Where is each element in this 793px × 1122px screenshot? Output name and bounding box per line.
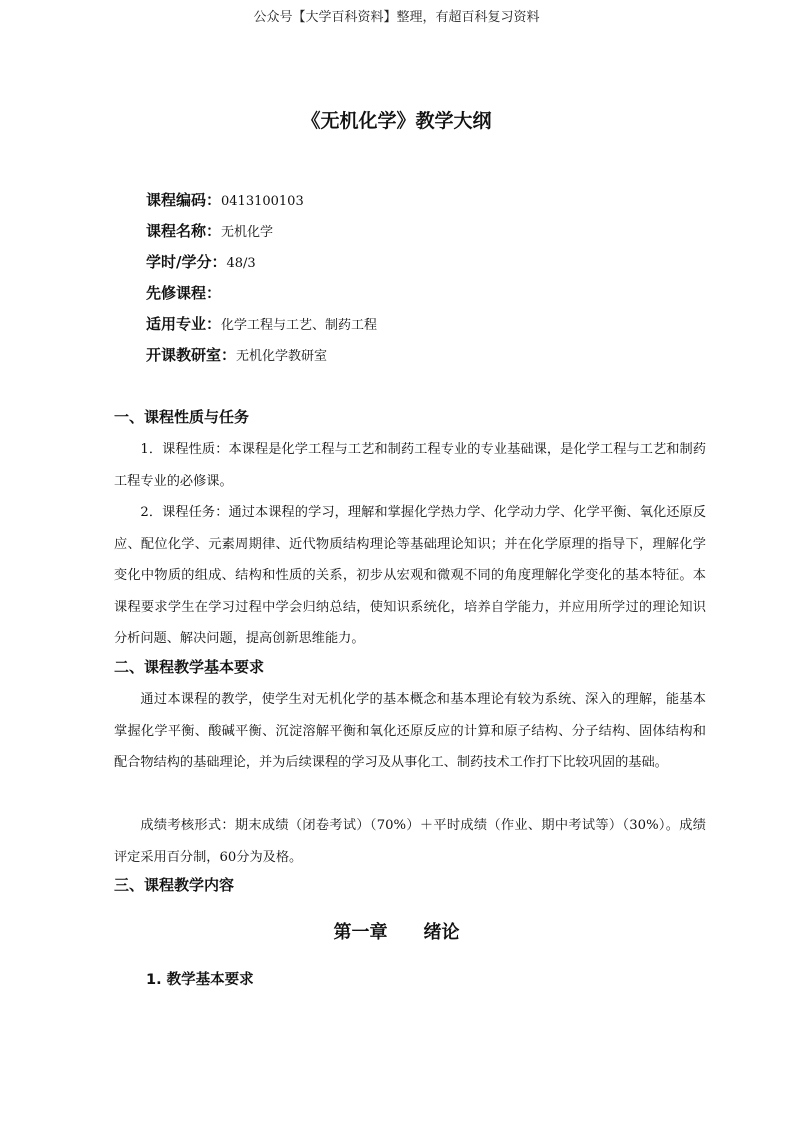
info-value: 无机化学 [221, 225, 274, 240]
course-info [146, 186, 377, 372]
document-title: 《无机化学》教学大纲 [301, 110, 492, 132]
section-heading-content: 三、课程教学内容 [114, 876, 235, 894]
info-label: 课程名称： [146, 222, 222, 240]
info-value: 0413100103 [221, 194, 304, 209]
info-row-name [146, 217, 377, 248]
info-row-prerequisite [146, 279, 377, 310]
paragraph-course-task: 2．课程任务：通过本课程的学习，理解和掌握化学热力学、化学动力学、化学平衡、氧化还原反应、配位化学、元素周期律、近代物质结构理论等基础理论知识；并在化学原理的指导下，理解化学变化中物质的组成、结构和性质的关系，初步从宏观和微观不同的角度理解化学变化的基本特征。本课程要求学生在学习过程中学会归纳总结，使知识系统化，培养自学能力，并应用所学过的理论知识分析问题、解决问题，提高创新思维能力。 [114, 505, 706, 646]
info-row-department [146, 341, 377, 372]
subheading-teaching-requirements: 1. 教学基本要求 [146, 972, 254, 988]
paragraph-course-nature: 1．课程性质：本课程是化学工程与工艺和制药工程专业的专业基础课，是化学工程与工艺和制药工程专业的必修课。 [114, 442, 706, 489]
section-heading-requirements: 二、课程教学基本要求 [114, 658, 265, 676]
info-label: 开课教研室： [146, 346, 237, 364]
info-label: 学时/学分： [146, 253, 227, 271]
paragraph-assessment: 成绩考核形式：期末成绩（闭卷考试）（70%）＋平时成绩（作业、期中考试等）（30%）。成绩评定采用百分制，60分为及格。 [114, 818, 706, 865]
chapter-title: 第一章 绪论 [333, 922, 460, 943]
paragraph-requirements: 通过本课程的教学，使学生对无机化学的基本概念和基本理论有较为系统、深入的理解，能基本掌握化学平衡、酸碱平衡、沉淀溶解平衡和氧化还原反应的计算和原子结构、分子结构、固体结构和配合物结构的基础理论，并为后续课程的学习及从事化工、制药技术工作打下比较巩固的基础。 [114, 692, 706, 770]
header-note: 公众号【大学百科资料】整理，有超百科复习资料 [253, 10, 540, 25]
info-label: 先修课程： [146, 284, 222, 302]
info-label: 适用专业： [146, 315, 222, 333]
info-value: 无机化学教研室 [236, 349, 328, 364]
info-label: 课程编码： [146, 191, 222, 209]
info-value: 48/3 [226, 256, 256, 271]
section-heading-nature: 一、课程性质与任务 [114, 408, 250, 426]
info-row-major [146, 310, 377, 341]
info-row-hours [146, 248, 377, 279]
info-value: 化学工程与工艺、制药工程 [221, 318, 378, 333]
info-row-code [146, 186, 377, 217]
